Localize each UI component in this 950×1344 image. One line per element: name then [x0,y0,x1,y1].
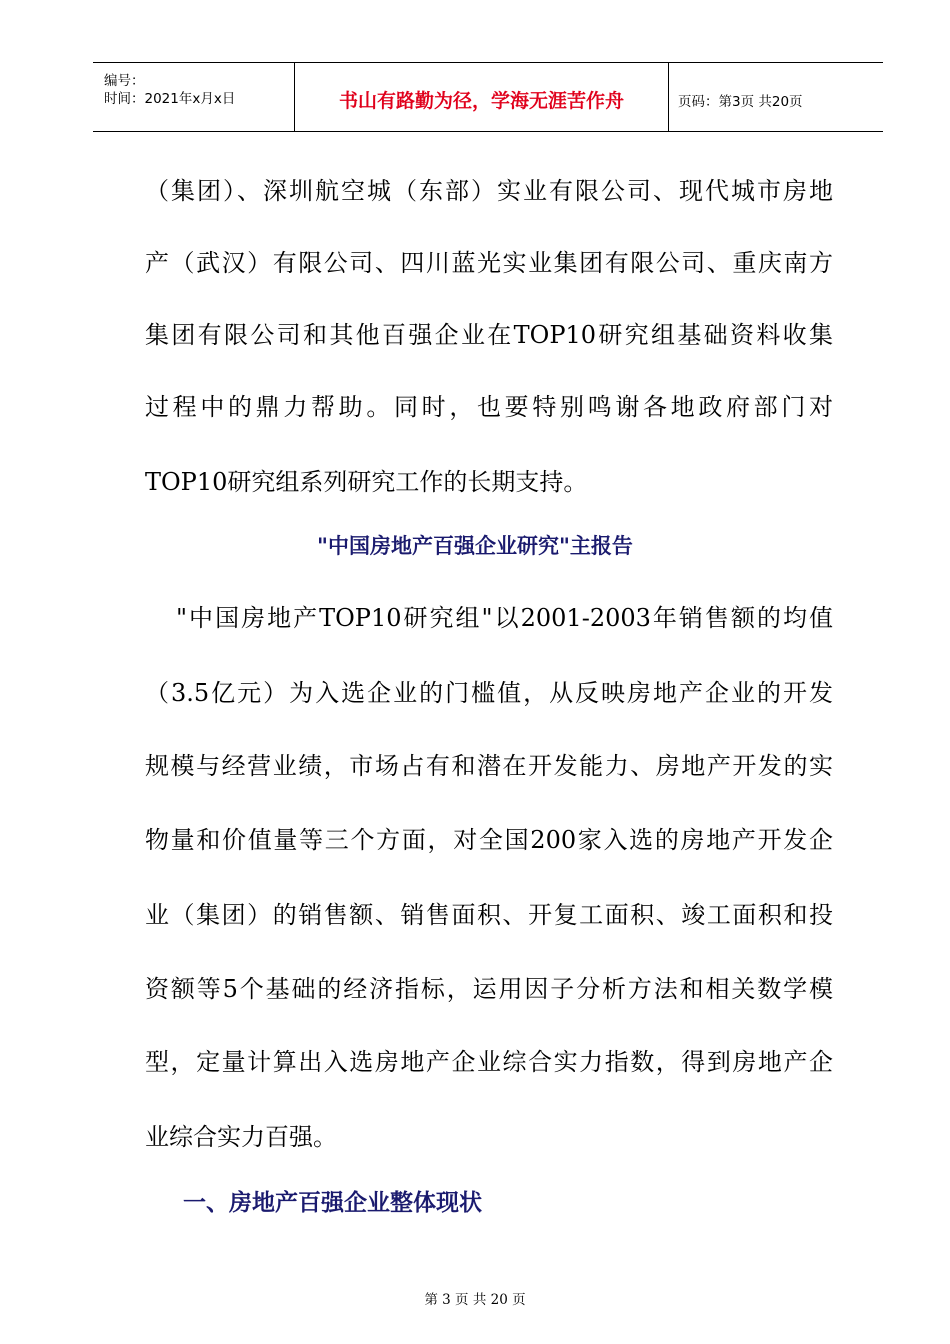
text-line: （3.5亿元）为入选企业的门槛值，从反映房地产企业的开发 [145,679,833,707]
document-time-label: 时间：2021年x月x日 [104,91,236,107]
document-number-label: 编号： [104,73,145,89]
text-line: 规模与经营业绩，市场占有和潜在开发能力、房地产开发的实 [145,752,833,780]
text-line: 业综合实力百强。 [145,1123,337,1151]
text-line: "中国房地产TOP10研究组"以2001-2003年销售额的均值 [176,604,833,632]
text-line: 产（武汉）有限公司、四川蓝光实业集团有限公司、重庆南方 [145,249,833,277]
header-page-cell [668,63,883,131]
text-line: TOP10研究组系列研究工作的长期支持。 [145,468,588,496]
header-info-cell [93,63,294,131]
page-header [93,62,883,132]
text-line: 业（集团）的销售额、销售面积、开复工面积、竣工面积和投 [145,901,833,929]
header-page-info: 页码：第3页 共20页 [678,94,803,110]
text-line: （集团）、深圳航空城（东部）实业有限公司、现代城市房地 [145,177,833,205]
page-footer: 第 3 页 共 20 页 [424,1292,526,1308]
report-title: "中国房地产百强企业研究"主报告 [317,534,633,558]
text-line: 型，定量计算出入选房地产企业综合实力指数，得到房地产企 [145,1048,833,1076]
text-line: 过程中的鼎力帮助。同时，也要特别鸣谢各地政府部门对 [145,393,833,421]
section-heading: 一、房地产百强企业整体现状 [183,1190,482,1216]
header-motto: 书山有路勤为径，学海无涯苦作舟 [338,90,624,112]
text-line: 集团有限公司和其他百强企业在TOP10研究组基础资料收集 [145,321,833,349]
text-line: 物量和价值量等三个方面，对全国200家入选的房地产开发企 [145,826,833,854]
header-motto-cell [294,63,669,131]
text-line: 资额等5个基础的经济指标，运用因子分析方法和相关数学模 [145,975,833,1003]
